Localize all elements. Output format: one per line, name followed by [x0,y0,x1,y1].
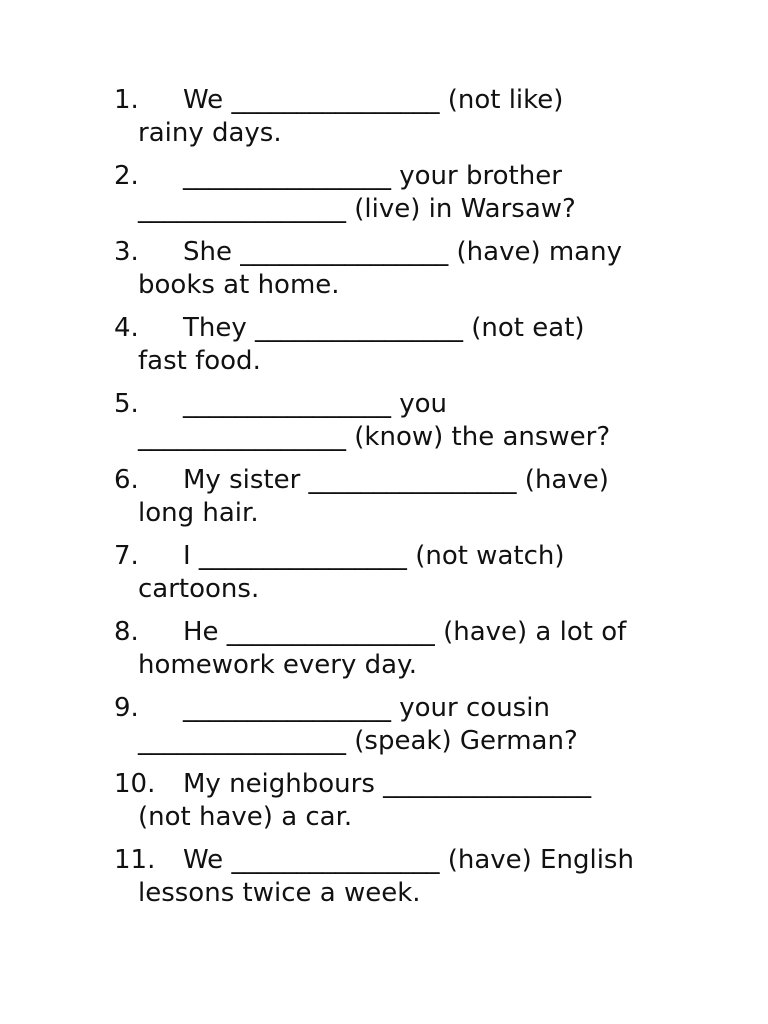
exercise-item-1 [0,84,768,150]
exercise-number: 11. [114,845,156,875]
exercise-number: 8. [114,617,139,647]
exercise-text-line-2: fast food. [138,346,261,376]
exercise-text-line-1: ________________ you [183,389,448,419]
exercise-text-line-1: We ________________ (have) English [183,845,634,875]
exercise-number: 9. [114,693,139,723]
exercise-number: 5. [114,389,139,419]
exercise-text-line-2: homework every day. [138,650,417,680]
exercise-text-line-1: My neighbours ________________ [183,769,592,799]
exercise-text-line-2: ________________ (speak) German? [138,726,578,756]
exercise-text-line-1: My sister ________________ (have) [183,465,609,495]
exercise-text-line-1: He ________________ (have) a lot of [183,617,627,647]
exercise-text-line-1: She ________________ (have) many [183,237,622,267]
exercise-item-3 [0,236,768,302]
exercise-number: 1. [114,85,139,115]
exercise-text-line-1: We ________________ (not like) [183,85,564,115]
exercise-text-line-1: ________________ your cousin [183,693,550,723]
exercise-number: 7. [114,541,139,571]
exercise-item-8 [0,616,768,682]
exercise-number: 3. [114,237,139,267]
exercise-item-7 [0,540,768,606]
exercise-text-line-2: lessons twice a week. [138,878,421,908]
exercise-number: 4. [114,313,139,343]
exercise-item-9 [0,692,768,758]
exercise-item-2 [0,160,768,226]
exercise-number: 2. [114,161,139,191]
exercise-text-line-2: ________________ (live) in Warsaw? [138,194,576,224]
exercise-item-11 [0,844,768,910]
exercise-item-4 [0,312,768,378]
exercise-number: 10. [114,769,156,799]
exercise-item-6 [0,464,768,530]
exercise-text-line-2: rainy days. [138,118,282,148]
exercise-list [0,84,768,920]
exercise-text-line-1: ________________ your brother [183,161,562,191]
exercise-text-line-2: (not have) a car. [138,802,353,832]
exercise-text-line-2: books at home. [138,270,340,300]
exercise-item-5 [0,388,768,454]
exercise-text-line-2: long hair. [138,498,259,528]
exercise-text-line-1: They ________________ (not eat) [183,313,585,343]
exercise-text-line-2: ________________ (know) the answer? [138,422,611,452]
exercise-item-10 [0,768,768,834]
exercise-text-line-2: cartoons. [138,574,260,604]
exercise-text-line-1: I ________________ (not watch) [183,541,565,571]
exercise-number: 6. [114,465,139,495]
